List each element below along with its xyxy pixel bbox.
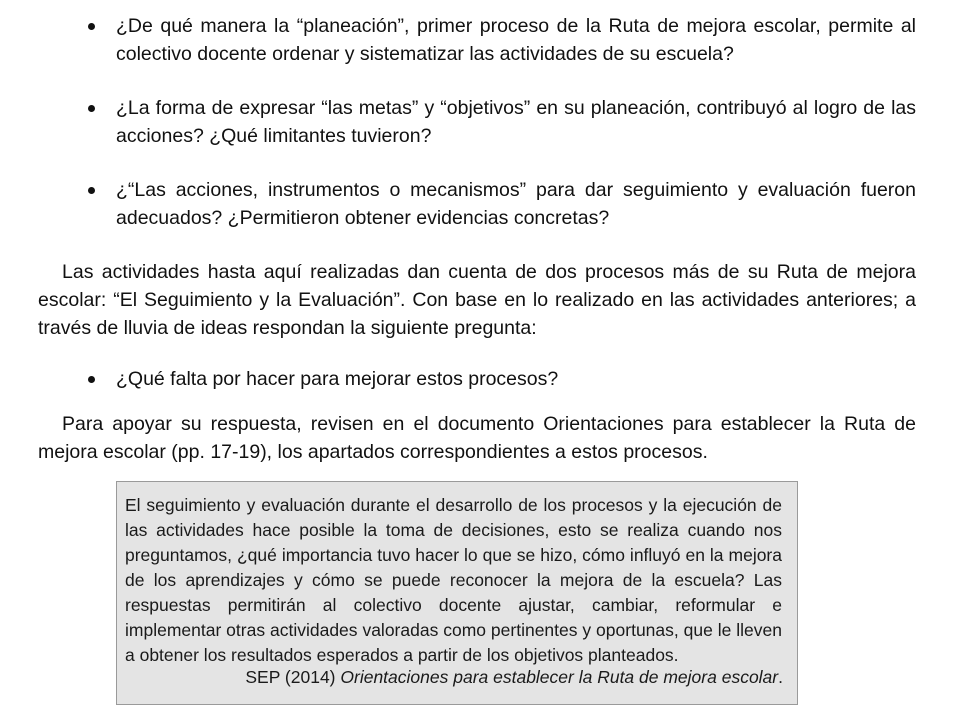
support-paragraph: Para apoyar su respuesta, revisen en el documento Orientaciones para establecer la Ruta de mejora escolar (pp. 17-19), los apartados correspondientes a estos procesos. (38, 413, 916, 463)
quote-text: El seguimiento y evaluación durante el desarrollo de los procesos y la ejecución de las actividades hace posible la toma de decisiones, esto se realiza cuando nos preguntamos, ¿qué importancia tuvo hacer lo que se hizo, cómo influyó en la mejora de los aprendizajes y cómo se puede reconocer la mejora de la escuela? Las respuestas permitirán al colectivo docente ajustar, cambiar, reformular e implementar otras actividades valoradas como pertinentes y oportunas, que le lleven a obtener los resultados esperados a partir de los objetivos planteados. (125, 495, 782, 665)
citation-title: Orientaciones para establecer la Ruta de mejora escolar (340, 667, 779, 687)
quote-citation (245, 665, 783, 690)
list-item (88, 94, 916, 150)
bullet-icon (88, 187, 95, 194)
citation-source: SEP (2014) (245, 667, 336, 687)
list-item (88, 176, 916, 232)
quote-box (116, 481, 798, 705)
followup-question-list (88, 365, 916, 393)
list-item (88, 365, 916, 393)
question-text: ¿Qué falta por hacer para mejorar estos procesos? (116, 368, 559, 390)
bullet-icon (88, 105, 95, 112)
question-list (88, 12, 916, 232)
intro-paragraph: Las actividades hasta aquí realizadas dan cuenta de dos procesos más de su Ruta de mejora escolar: “El Seguimiento y la Evaluación”. Con base en lo realizado en las actividades anteriores; a través de lluvia de ideas respondan la siguiente pregunta: (38, 261, 916, 339)
bullet-icon (88, 23, 95, 30)
citation-end: . (778, 667, 783, 687)
question-text: ¿La forma de expresar “las metas” y “objetivos” en su planeación, contribuyó al logro de las acciones? ¿Qué limitantes tuvieron? (116, 97, 916, 147)
list-item (88, 12, 916, 68)
bullet-icon (88, 376, 95, 383)
question-text: ¿De qué manera la “planeación”, primer proceso de la Ruta de mejora escolar, permite al colectivo docente ordenar y sistematizar las actividades de su escuela? (116, 15, 916, 65)
question-text: ¿“Las acciones, instrumentos o mecanismos” para dar seguimiento y evaluación fueron adecuados? ¿Permitieron obtener evidencias concretas? (116, 179, 916, 229)
